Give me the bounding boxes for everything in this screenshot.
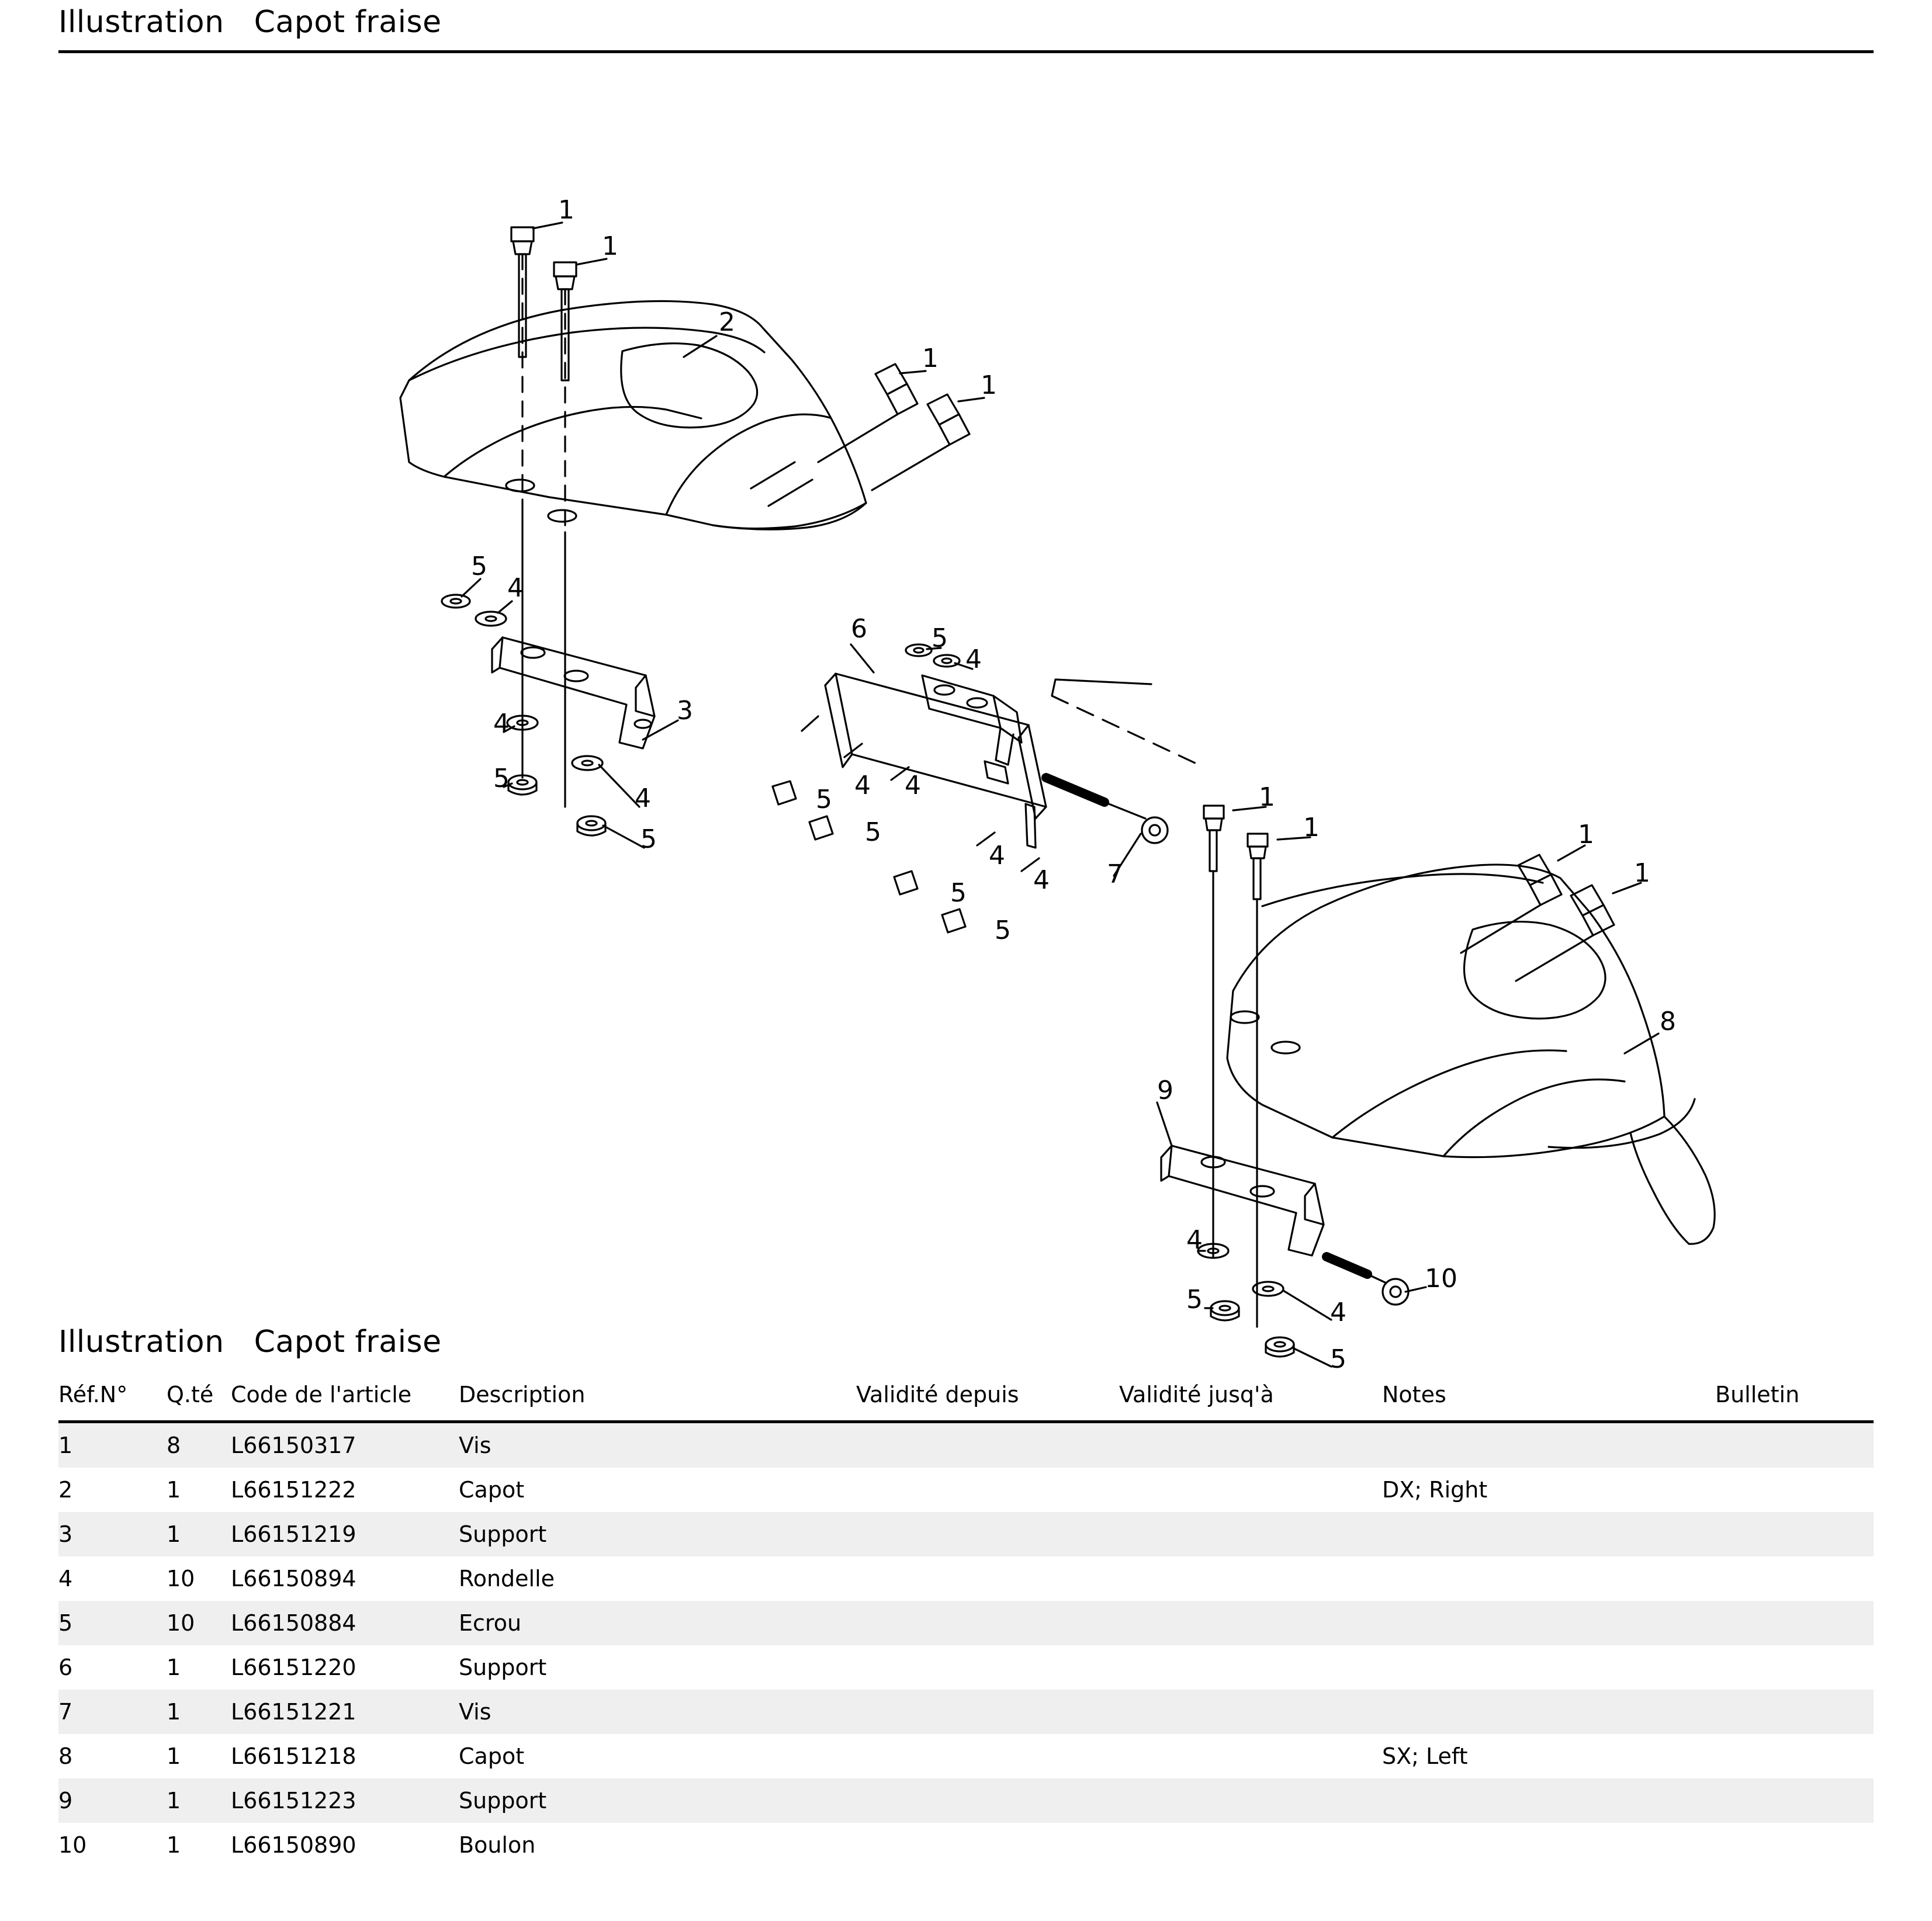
- cell-code: L66150890: [231, 1832, 356, 1858]
- cell-to: [1119, 1601, 1382, 1645]
- svg-text:4: 4: [493, 709, 510, 738]
- parts-table-header: [58, 1372, 1874, 1422]
- cell-from: [856, 1556, 1119, 1601]
- cell-code: L66151223: [231, 1778, 459, 1823]
- header-desc: Description: [459, 1382, 586, 1407]
- svg-text:5: 5: [1330, 1344, 1346, 1374]
- cell-code: L66150884: [231, 1601, 459, 1645]
- svg-text:9: 9: [1157, 1076, 1173, 1105]
- table-row: [58, 1601, 1874, 1645]
- cell-from: [856, 1778, 1119, 1823]
- cell-qty: 1: [167, 1690, 231, 1734]
- svg-text:1: 1: [1634, 858, 1650, 888]
- svg-text:4: 4: [635, 783, 651, 813]
- cell-bulletin: [1715, 1556, 1874, 1601]
- table-row: [58, 1645, 1874, 1690]
- cell-desc: Capot: [459, 1477, 525, 1503]
- svg-text:8: 8: [1660, 1007, 1676, 1036]
- table-row: [58, 1512, 1874, 1556]
- svg-text:10: 10: [1425, 1264, 1457, 1294]
- svg-text:1: 1: [922, 344, 939, 373]
- table-row: [58, 1422, 1874, 1468]
- cell-bulletin: [1715, 1468, 1874, 1512]
- svg-text:1: 1: [602, 231, 618, 261]
- section-title: Illustration Capot fraise: [58, 1324, 442, 1360]
- svg-text:1: 1: [1259, 782, 1275, 812]
- table-row: [58, 1823, 1874, 1867]
- cell-bulletin: [1715, 1778, 1874, 1823]
- svg-text:5: 5: [865, 817, 881, 847]
- cell-bulletin: [1715, 1601, 1874, 1645]
- svg-text:5: 5: [640, 824, 657, 854]
- cell-notes: [1382, 1422, 1715, 1468]
- cell-desc: Boulon: [459, 1832, 536, 1858]
- cell-from: [856, 1690, 1119, 1734]
- cell-to: [1119, 1422, 1382, 1468]
- svg-text:6: 6: [851, 614, 867, 644]
- svg-text:1: 1: [1578, 820, 1594, 849]
- svg-text:4: 4: [1033, 865, 1050, 895]
- cell-desc: Support: [459, 1512, 856, 1556]
- svg-text:4: 4: [1330, 1298, 1346, 1327]
- cell-bulletin: [1715, 1512, 1874, 1556]
- svg-text:4: 4: [854, 771, 871, 800]
- cell-code: L66151219: [231, 1512, 459, 1556]
- cell-to: [1119, 1512, 1382, 1556]
- svg-text:5: 5: [816, 785, 832, 814]
- svg-text:1: 1: [1303, 813, 1320, 842]
- cell-ref: 6: [58, 1655, 73, 1680]
- cell-ref: 8: [58, 1743, 73, 1769]
- cell-ref: 2: [58, 1477, 73, 1503]
- cell-from: [856, 1734, 1119, 1778]
- table-row: [58, 1734, 1874, 1778]
- table-header-row: [58, 1372, 1874, 1422]
- svg-text:7: 7: [1107, 859, 1123, 889]
- cell-ref: 10: [58, 1832, 87, 1858]
- cell-notes: [1382, 1645, 1715, 1690]
- cell-code: L66150894: [231, 1566, 356, 1591]
- cell-notes: [1382, 1823, 1715, 1867]
- cell-to: [1119, 1823, 1382, 1867]
- cell-from: [856, 1512, 1119, 1556]
- svg-text:1: 1: [558, 195, 574, 225]
- cell-qty: 1: [167, 1477, 181, 1503]
- svg-text:2: 2: [719, 307, 735, 337]
- cell-ref: 1: [58, 1422, 167, 1468]
- cell-qty: 1: [167, 1778, 231, 1823]
- svg-text:5: 5: [471, 552, 487, 581]
- cell-notes: DX; Right: [1382, 1477, 1488, 1503]
- cell-desc: Support: [459, 1655, 547, 1680]
- header-qty: Q.té: [167, 1382, 214, 1407]
- cell-notes: SX; Left: [1382, 1743, 1468, 1769]
- cell-code: L66151220: [231, 1655, 356, 1680]
- table-row: [58, 1468, 1874, 1512]
- cell-from: [856, 1823, 1119, 1867]
- cell-qty: 10: [167, 1566, 195, 1591]
- cell-desc: Rondelle: [459, 1566, 555, 1591]
- cell-from: [856, 1422, 1119, 1468]
- cell-to: [1119, 1778, 1382, 1823]
- cell-qty: 8: [167, 1422, 231, 1468]
- table-row: [58, 1778, 1874, 1823]
- parts-table: [58, 1372, 1874, 1867]
- cell-qty: 1: [167, 1743, 181, 1769]
- cell-ref: 4: [58, 1566, 73, 1591]
- cell-notes: [1382, 1778, 1715, 1823]
- cell-desc: Vis: [459, 1422, 856, 1468]
- cell-ref: 3: [58, 1512, 167, 1556]
- cell-from: [856, 1645, 1119, 1690]
- cell-code: L66151221: [231, 1690, 459, 1734]
- cell-desc: Vis: [459, 1690, 856, 1734]
- cell-code: L66151222: [231, 1477, 356, 1503]
- cell-bulletin: [1715, 1734, 1874, 1778]
- svg-text:4: 4: [507, 573, 524, 603]
- table-row: [58, 1690, 1874, 1734]
- cell-notes: [1382, 1512, 1715, 1556]
- cell-code: L66151218: [231, 1743, 356, 1769]
- cell-qty: 1: [167, 1655, 181, 1680]
- cell-to: [1119, 1468, 1382, 1512]
- svg-text:5: 5: [995, 916, 1011, 945]
- cell-notes: [1382, 1690, 1715, 1734]
- cell-to: [1119, 1734, 1382, 1778]
- cell-bulletin: [1715, 1823, 1874, 1867]
- cell-to: [1119, 1645, 1382, 1690]
- svg-text:4: 4: [965, 644, 982, 674]
- header-code: Code de l'article: [231, 1382, 412, 1407]
- header-from: Validité depuis: [856, 1382, 1019, 1407]
- cell-qty: 1: [167, 1512, 231, 1556]
- header-notes: Notes: [1382, 1382, 1446, 1407]
- cell-bulletin: [1715, 1422, 1874, 1468]
- cell-bulletin: [1715, 1690, 1874, 1734]
- cell-to: [1119, 1690, 1382, 1734]
- cell-from: [856, 1468, 1119, 1512]
- cell-ref: 9: [58, 1778, 167, 1823]
- svg-text:4: 4: [989, 841, 1005, 871]
- cell-ref: 7: [58, 1690, 167, 1734]
- cell-bulletin: [1715, 1645, 1874, 1690]
- svg-text:5: 5: [950, 878, 967, 908]
- svg-text:4: 4: [1186, 1225, 1203, 1255]
- svg-text:1: 1: [981, 370, 997, 400]
- cell-qty: 10: [167, 1601, 231, 1645]
- cell-desc: Ecrou: [459, 1601, 856, 1645]
- table-row: [58, 1556, 1874, 1601]
- parts-table-body: [58, 1422, 1874, 1868]
- svg-text:5: 5: [932, 623, 948, 653]
- header-ref: Réf.N°: [58, 1382, 128, 1407]
- cell-ref: 5: [58, 1601, 167, 1645]
- cell-desc: Capot: [459, 1743, 525, 1769]
- svg-text:5: 5: [493, 764, 510, 793]
- cell-code: L66150317: [231, 1422, 459, 1468]
- svg-text:3: 3: [677, 696, 693, 726]
- cell-notes: [1382, 1601, 1715, 1645]
- svg-text:4: 4: [905, 771, 921, 800]
- cell-to: [1119, 1556, 1382, 1601]
- cell-from: [856, 1601, 1119, 1645]
- cell-notes: [1382, 1556, 1715, 1601]
- cell-desc: Support: [459, 1778, 856, 1823]
- cell-qty: 1: [167, 1832, 181, 1858]
- header-to: Validité jusq'à: [1119, 1382, 1274, 1407]
- page-title: Illustration Capot fraise: [58, 5, 442, 40]
- header-bulletin: Bulletin: [1715, 1382, 1800, 1407]
- svg-text:5: 5: [1186, 1285, 1203, 1315]
